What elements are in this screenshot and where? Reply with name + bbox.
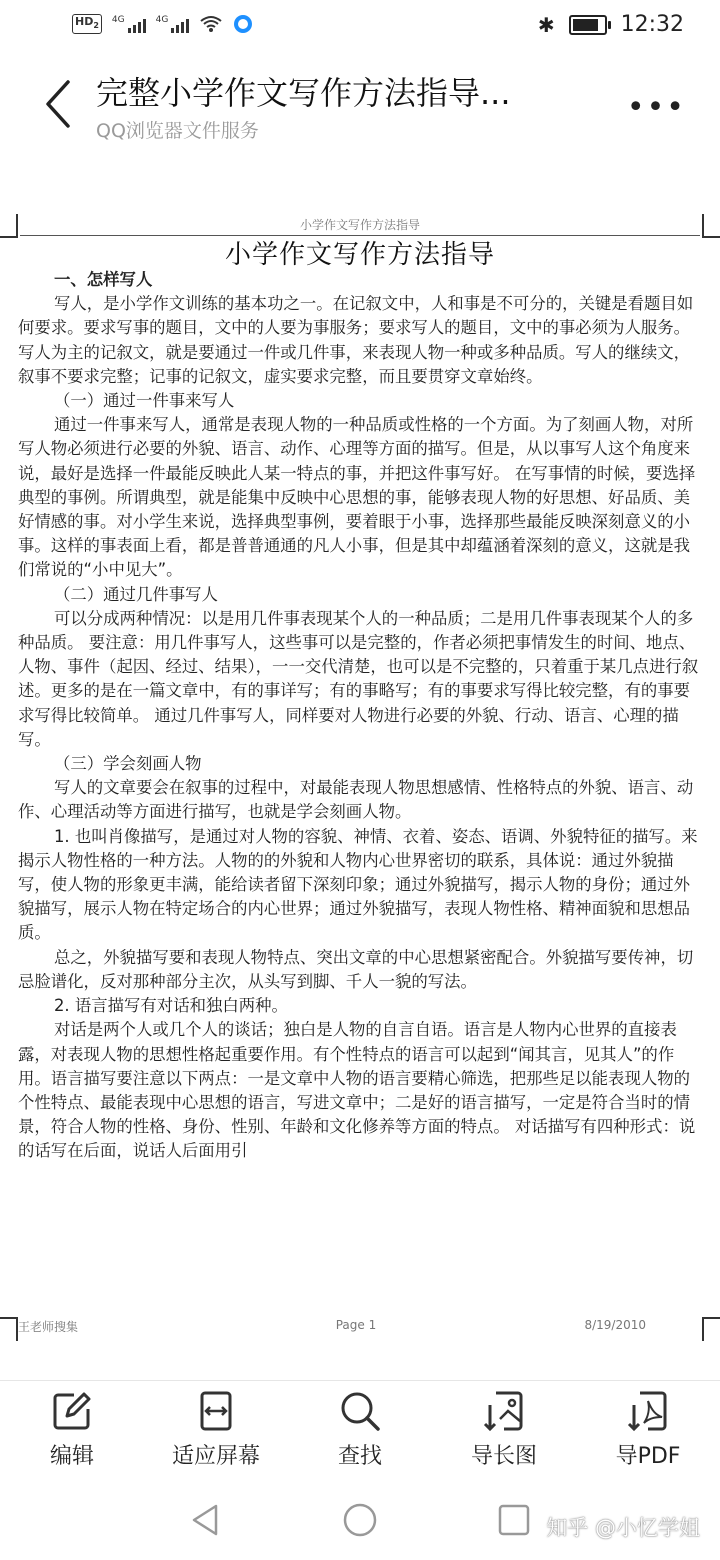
wifi-icon: [199, 15, 223, 33]
find-label: 查找: [337, 1444, 382, 1469]
app-header: [0, 56, 720, 151]
footer-author: 王老师搜集: [18, 1320, 79, 1334]
export-image-icon: [482, 1389, 526, 1433]
section-heading: （三）学会刻画人物: [54, 754, 202, 774]
bluetooth-icon: ✱: [537, 12, 555, 37]
fit-screen-icon: [194, 1389, 238, 1433]
section-heading: （二）通过几件事写人: [54, 584, 218, 604]
running-header: 小学作文写作方法指导: [20, 216, 700, 236]
page-footer: [18, 1318, 702, 1335]
status-bar: [0, 0, 720, 56]
body-paragraph: 2. 语言描写有对话和独白两种。: [54, 996, 288, 1016]
body-paragraph: 对话是两个人或几个人的谈话；独白是人物的自言自语。语言是人物内心世界的直接表露，对表现人物的思想性格起重要作用。有个性特点的语言可以起到“闻其言，见其人”的作用。语言描写要注意以下两点：一是文章中人物的语言要精心筛选，把那些足以能表现人物的个性特点、最能表现中心思想的语言，写进文章中；二是好的语言描写，一定是符合当时的情景，符合人物的性格、身份、性别、年龄和文化修养等方面的特点。 对话描写有四种形式：说的话写在后面，说话人后面用引: [18, 1020, 696, 1161]
status-right: [538, 12, 684, 37]
section-heading: 一、怎样写人: [54, 270, 153, 289]
signal-2-icon: 4G: [156, 15, 190, 33]
signal-1-icon: 4G: [112, 15, 146, 33]
body-paragraph: 写人的文章要会在叙事的过程中，对最能表现人物思想感情、性格特点的外貌、语言、动作、心理活动等方面进行描写，也就是学会刻画人物。: [18, 778, 694, 822]
document-title: 完整小学作文写作方法指导...: [96, 74, 511, 112]
status-left: [72, 14, 253, 34]
watermark: 知乎 @小忆学姐: [546, 1516, 700, 1540]
fit-screen-label: 适应屏幕: [171, 1444, 260, 1469]
body-paragraph: 总之，外貌描写要和表现人物特点、突出文章的中心思想紧密配合。外貌描写要传神，切忌脸谱化，反对那种部分主次，从头写到脚、千人一貌的写法。: [18, 947, 694, 991]
edit-icon: [50, 1389, 94, 1433]
export-pdf-label: 导PDF: [615, 1444, 681, 1469]
body-paragraph: 通过一件事来写人，通常是表现人物的一种品质或性格的一个方面。为了刻画人物，对所写人物必须进行必要的外貌、语言、动作、心理等方面的描写。但是，从以事写人这个角度来说，最好是选择一件最能反映此人某一特点的事，并把这件事写好。 在写事情的时候，要选择典型的事例。所谓典型，就是能集中反映中心思想的事，能够表现人物的好思想、好品质、美好情感的事。对小学生来说，选择典型事例，要着眼于小事，选择那些最能反映深刻意义的小事。这样的事表面上看，都是普普通通的凡人小事，但是其中却蕴涵着深刻的意义，这就是我们常说的“小中见大”。: [18, 415, 696, 580]
footer-date: 8/19/2010: [584, 1318, 646, 1332]
system-nav-bar: [0, 1490, 720, 1560]
nav-home-icon[interactable]: [340, 1500, 380, 1540]
find-button[interactable]: [288, 1381, 432, 1481]
edit-label: 编辑: [49, 1444, 94, 1469]
section-heading: （一）通过一件事来写人: [54, 391, 235, 411]
page-corner-mark: [702, 1317, 720, 1341]
more-options-icon[interactable]: •••: [626, 90, 686, 125]
clock: 12:32: [620, 12, 684, 37]
back-icon[interactable]: [38, 74, 78, 134]
export-long-image-button[interactable]: [432, 1381, 576, 1481]
export-pdf-button[interactable]: [576, 1381, 720, 1481]
document-body: [18, 268, 702, 1164]
export-long-image-label: 导长图: [470, 1444, 537, 1469]
bottom-toolbar: [0, 1380, 720, 1481]
fit-screen-button[interactable]: [144, 1381, 288, 1481]
search-icon: [338, 1389, 382, 1433]
body-paragraph: 1. 也叫肖像描写，是通过对人物的容貌、神情、衣着、姿态、语调、外貌特征的描写。来揭示人物性格的一种方法。人物的的外貌和人物内心世界密切的联系，具体说：通过外貌描写，使人物的形象更丰满，能给读者留下深刻印象；通过外貌描写，揭示人物的身份；通过外貌描写，展示人物在特定场合的内心世界；通过外貌描写，表现人物性格、精神面貌和思想品质。: [18, 826, 698, 943]
nav-back-icon[interactable]: [186, 1500, 226, 1540]
document-heading: 小学作文写作方法指导: [224, 240, 495, 270]
page-corner-mark: [0, 1317, 18, 1341]
body-paragraph: 可以分成两种情况：以是用几件事表现某个人的一种品质；二是用几件事表现某个人的多种品质。 要注意：用几件事写人，这些事可以是完整的，作者必须把事情发生的时间、地点、人物、事件（起因、经过、结果），一一交代清楚，也可以是不完整的，只着重于某几点进行叙述。更多的是在一篇文章中，有的事详写；有的事略写；有的事要求写得比较完整，有的事要求写得比较简单。 通过几件事写人，同样要对人物进行必要的外貌、行动、语言、心理的描写。: [18, 608, 699, 749]
service-subtitle: QQ浏览器文件服务: [96, 120, 259, 142]
body-paragraph: 写人，是小学作文训练的基本功之一。在记叙文中，人和事是不可分的，关键是看题目如何要求。要求写事的题目，文中的人要为事服务；要求写人的题目，文中的事必须为人服务。写人为主的记叙文，就是要通过一件或几件事，来表现人物一种或多种品质。写人的继续文，叙事不要求完整；记事的记叙文，虚实要求完整，而且要贯穿文章始终。: [18, 294, 694, 386]
nav-recents-icon[interactable]: [494, 1500, 534, 1540]
battery-icon: [569, 15, 607, 35]
edit-button[interactable]: [0, 1381, 144, 1481]
footer-page-number: Page 1: [335, 1318, 377, 1332]
export-pdf-icon: [626, 1389, 670, 1433]
app-notification-icon: [233, 14, 253, 34]
document-viewer[interactable]: [0, 150, 720, 1378]
hd-badge: $HD_2$: [72, 14, 102, 34]
